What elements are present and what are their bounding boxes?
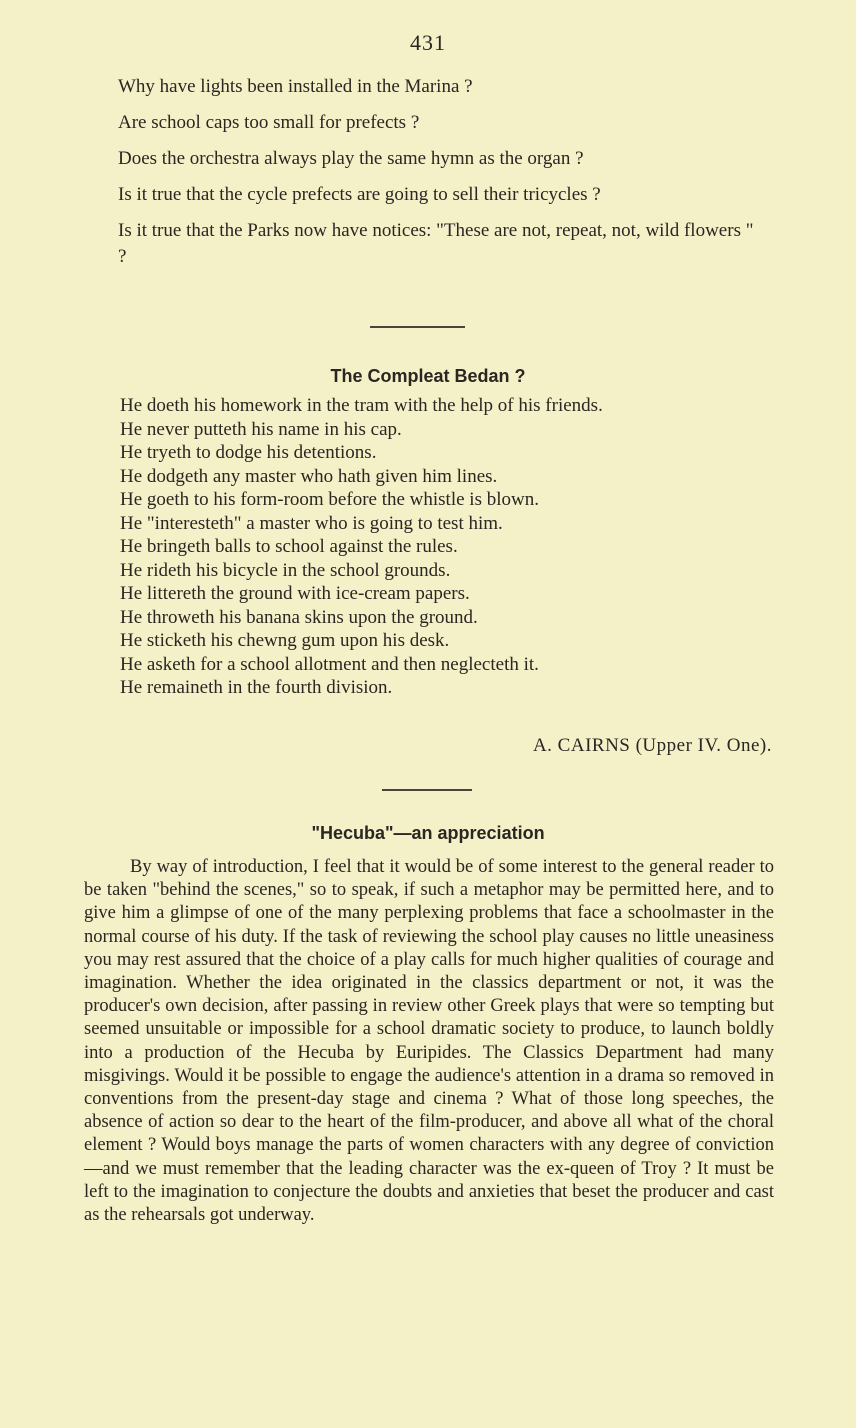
poem-lines xyxy=(120,394,780,700)
essay-title: "Hecuba"—an appreciation xyxy=(311,823,545,843)
question-item: Are school caps too small for prefects ? xyxy=(118,112,420,133)
poem-line: He bringeth balls to school against the rules. xyxy=(120,536,458,557)
poem-line: He throweth his banana skins upon the ground. xyxy=(120,606,478,628)
question-item: Why have lights been installed in the Marina ? xyxy=(118,76,473,97)
poem-line: He asketh for a school allotment and then neglecteth it. xyxy=(120,653,539,675)
poem-line: He dodgeth any master who hath given him lines. xyxy=(120,465,498,487)
question-item: Is it true that the cycle prefects are going to sell their tricycles ? xyxy=(118,184,601,205)
question-item: Does the orchestra always play the same hymn as the organ ? xyxy=(118,148,584,169)
questions-list xyxy=(118,74,766,280)
essay-body: By way of introduction, I feel that it would be of some interest to the general reader to be taken "behind the scenes," so to speak, if such a metaphor may be permitted here, and to give him a glimpse of one of the many perplexing problems that face a schoolmaster in the normal course of his duty. If the task of reviewing the school play causes no little uneasiness you may rest assured that the choice of a play calls for much higher qualities of courage and imagination. Whether the idea originated in the classics department or not, it was the producer's own decision, after passing in review other Greek plays that were so tempting but seemed unsuitable or impossible for a school dramatic society to produce, to launch boldly into a production of the Hecuba by Euripides. The Classics Department had many misgivings. Would it be possible to engage the audience's attention in a drama so removed in conventions from the present-day stage and cinema ? What of those long speeches, the absence of action so dear to the heart of the film-producer, and above all what of the choral element ? Would boys manage the parts of women characters with any degree of conviction—and we must remember that the leading character was the ex-queen of Troy ? It must be left to the imagination to conjecture the doubts and anxieties that beset the producer and cast as the rehearsals got underway. xyxy=(84,857,774,1226)
question-item: Is it true that the Parks now have notices: "These are not, repeat, not, wild flowers " ? xyxy=(118,220,754,267)
page-number: 431 xyxy=(410,30,446,55)
poem-line: He remaineth in the fourth division. xyxy=(120,677,393,698)
poem-line: He "interesteth" a master who is going to test him. xyxy=(120,512,503,534)
poem-title: The Compleat Bedan ? xyxy=(330,366,526,386)
poem-line: He littereth the ground with ice-cream papers. xyxy=(120,583,470,604)
poem-line: He sticketh his chewng gum upon his desk. xyxy=(120,630,450,651)
poem-line: He doeth his homework in the tram with the help of his friends. xyxy=(120,395,603,416)
poem-line: He rideth his bicycle in the school grounds. xyxy=(120,559,451,581)
section-divider xyxy=(382,789,472,791)
section-divider xyxy=(370,326,465,328)
poem-line: He tryeth to dodge his detentions. xyxy=(120,442,377,463)
poem-line: He goeth to his form-room before the whistle is blown. xyxy=(120,489,539,510)
poem-author: A. CAIRNS (Upper IV. One). xyxy=(532,735,772,756)
poem-line: He never putteth his name in his cap. xyxy=(120,418,402,440)
